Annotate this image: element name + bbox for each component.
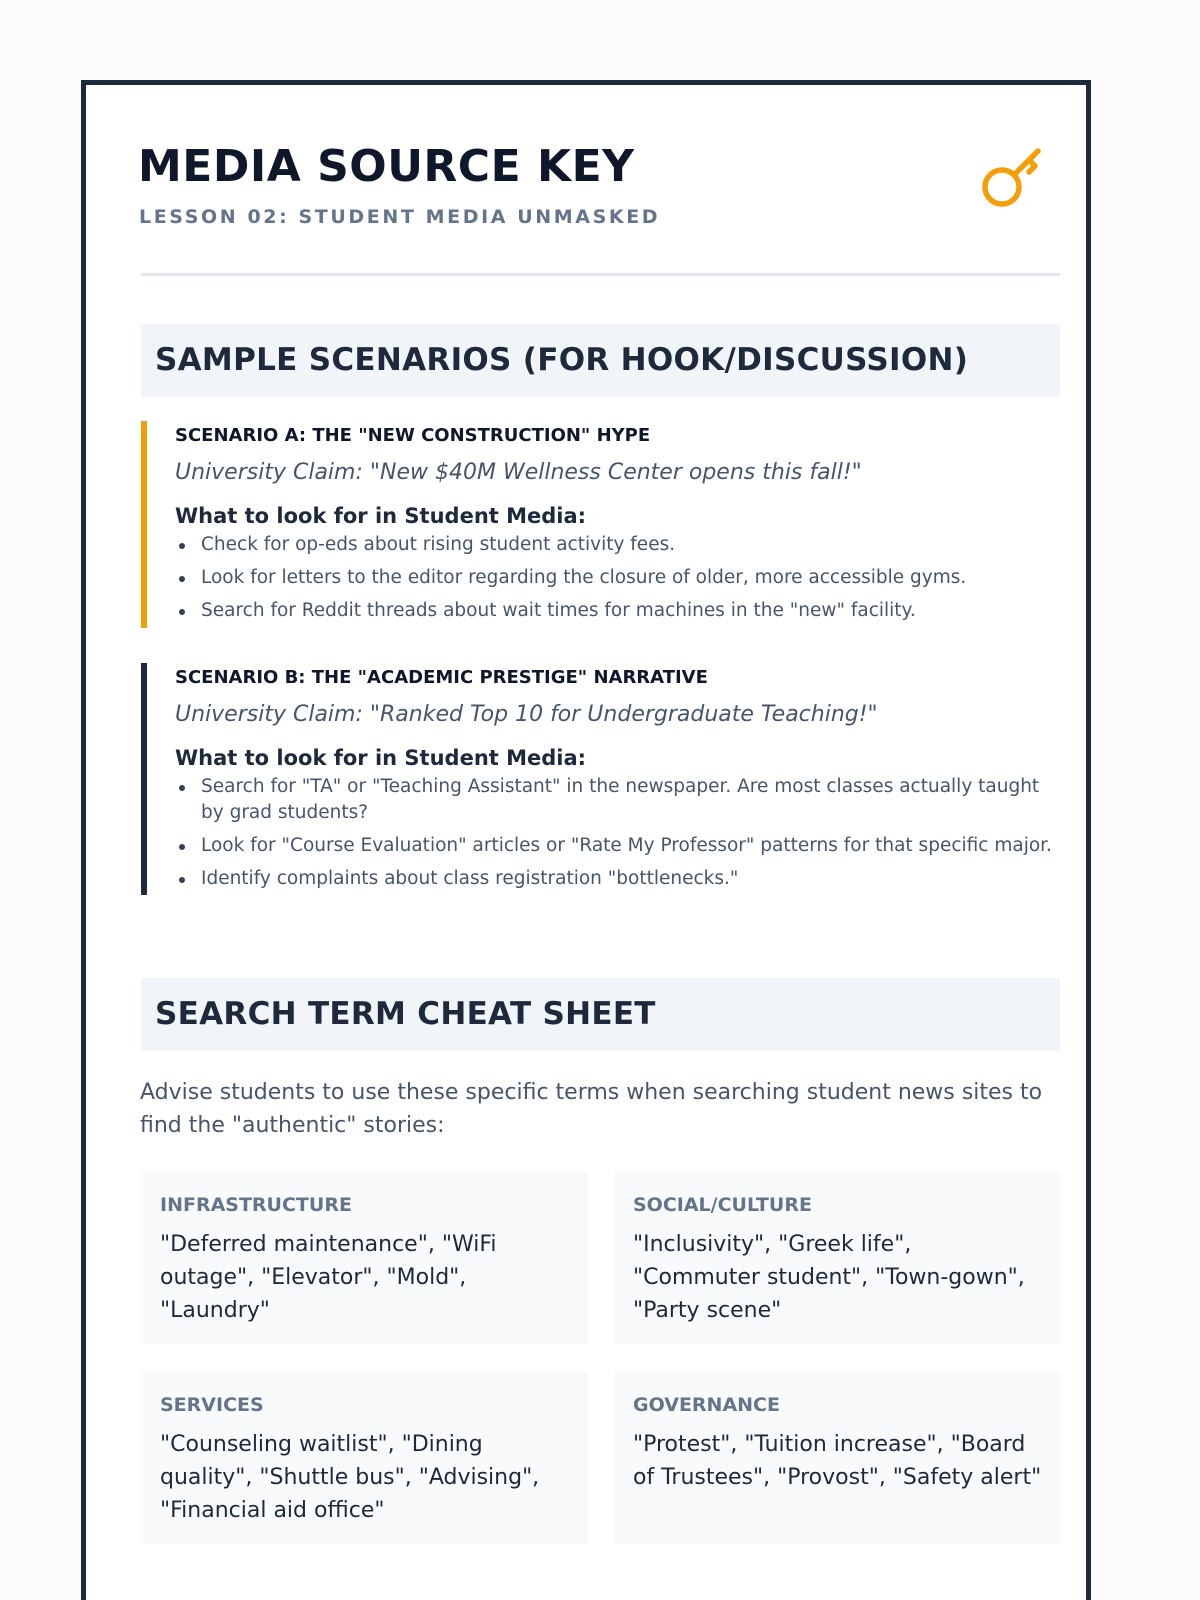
key-icon — [982, 142, 1058, 218]
term-card-infrastructure — [141, 1172, 588, 1344]
list-item: Check for op-eds about rising student activity fees. — [175, 532, 1060, 558]
look-for-list — [175, 532, 1060, 624]
term-card-label: SERVICES — [160, 1394, 264, 1416]
term-card-label: INFRASTRUCTURE — [160, 1194, 352, 1216]
term-card-social-culture — [614, 1172, 1061, 1344]
term-card-terms: "Inclusivity", "Greek life", "Commuter student", "Town-gown", "Party scene" — [633, 1232, 1025, 1323]
look-for-heading: What to look for in Student Media: — [175, 746, 587, 770]
term-card-services — [141, 1372, 588, 1544]
scenario-claim: University Claim: "New $40M Wellness Center opens this fall!" — [175, 460, 862, 485]
term-card-terms: "Protest", "Tuition increase", "Board of Trustees", "Provost", "Safety alert" — [633, 1432, 1042, 1490]
scenario-title: SCENARIO B: THE "ACADEMIC PRESTIGE" NARRATIVE — [175, 667, 708, 688]
look-for-heading: What to look for in Student Media: — [175, 504, 587, 528]
term-card-label: GOVERNANCE — [633, 1394, 780, 1416]
scenario-title: SCENARIO A: THE "NEW CONSTRUCTION" HYPE — [175, 425, 651, 446]
look-for-list — [175, 774, 1060, 892]
scenario-b — [141, 663, 1060, 895]
cheat-sheet-heading: SEARCH TERM CHEAT SHEET — [141, 978, 1060, 1051]
term-card-label: SOCIAL/CULTURE — [633, 1194, 812, 1216]
page-subtitle: LESSON 02: STUDENT MEDIA UNMASKED — [139, 206, 661, 228]
scenario-accent-bar — [141, 421, 147, 628]
cheat-sheet-intro: Advise students to use these specific terms when searching student news sites to find the "authentic" stories: — [140, 1080, 1043, 1138]
list-item: Look for "Course Evaluation" articles or "Rate My Professor" patterns for that specific major. — [175, 833, 1060, 859]
list-item: Look for letters to the editor regarding the closure of older, more accessible gyms. — [175, 565, 1060, 591]
scenarios-heading: SAMPLE SCENARIOS (FOR HOOK/DISCUSSION) — [141, 324, 1060, 397]
scenario-a — [141, 421, 1060, 628]
list-item: Identify complaints about class registration "bottlenecks." — [175, 866, 1060, 892]
page-title: MEDIA SOURCE KEY — [138, 141, 635, 192]
list-item: Search for Reddit threads about wait times for machines in the "new" facility. — [175, 598, 1060, 624]
scenario-accent-bar — [141, 663, 147, 895]
term-card-governance — [614, 1372, 1061, 1544]
scenario-claim: University Claim: "Ranked Top 10 for Undergraduate Teaching!" — [175, 702, 878, 727]
term-card-terms: "Deferred maintenance", "WiFi outage", "Elevator", "Mold", "Laundry" — [160, 1232, 497, 1323]
term-card-terms: "Counseling waitlist", "Dining quality", "Shuttle bus", "Advising", "Financial aid office" — [160, 1432, 540, 1523]
header-divider — [141, 273, 1060, 276]
list-item: Search for "TA" or "Teaching Assistant" in the newspaper. Are most classes actually taught by grad students? — [175, 774, 1060, 826]
